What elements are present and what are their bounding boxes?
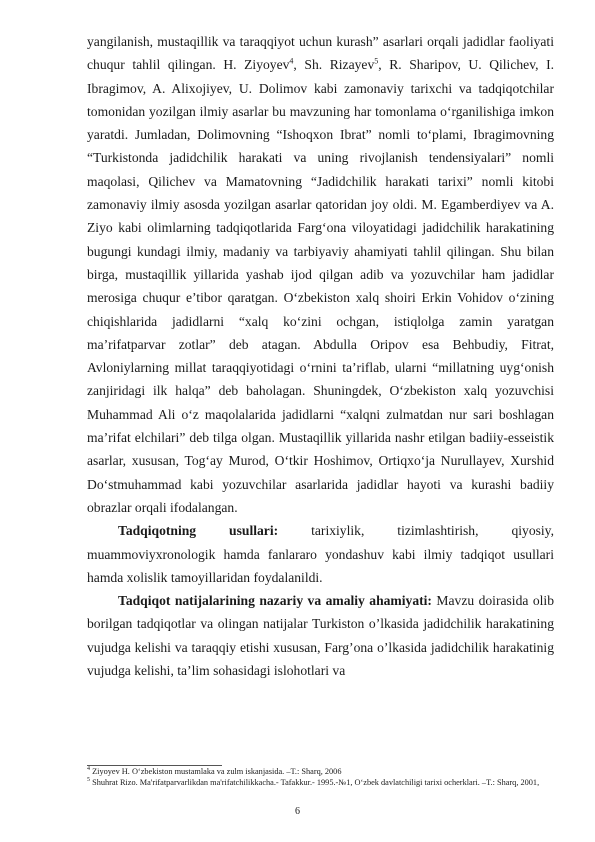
footnote-5: [87, 777, 554, 788]
footnote-number: 5: [87, 777, 90, 784]
paragraph-literature-review: [87, 30, 554, 519]
footnotes: [87, 765, 554, 788]
paragraph-text: yangilanish, mustaqillik va taraqqiyot uchun kurash” asarlari orqali jadidlar faoliyati chuqur tahlil qilingan. H. Ziyoyev: [87, 34, 554, 73]
footnote-ref-4[interactable]: 4: [289, 56, 294, 66]
methods-label: Tadqiqotning usullari:: [118, 523, 279, 539]
paragraph-text: , Sh. Rizayev: [293, 57, 375, 73]
footnote-text: Shuhrat Rizo. Ma'rifatparvarlikdan ma'rifatchilikkacha.- Tafakkur.- 1995.-№1, O‘zbek davlatchiligi tarixi ocherklari. –T.: Sharq, 2001,: [90, 778, 540, 787]
footnote-number: 4: [87, 766, 90, 773]
page-number: 6: [295, 806, 300, 817]
significance-text: Mavzu doirasida olib borilgan tadqiqotlar va olingan natijalar Turkiston o’lkasida jadidchilik harakatining vujudga kelishi va taraqqiy etishi xususan, Farg’ona o’lkasida jadidchilik harakatinig vujudga kelishi, ta’lim sohasidagi islohotlari va: [87, 593, 554, 679]
footnote-4: [87, 766, 554, 777]
significance-label: Tadqiqot natijalarining nazariy va amaliy ahamiyati:: [118, 593, 432, 609]
methods-text: tarixiylik, tizimlashtirish, qiyosiy, muammoviyxronologik hamda fanlararo yondashuv kabi ilmiy tadqiqot usullari hamda xolislik tamoyillaridan foydalanildi.: [87, 523, 554, 585]
paragraph-text: , R. Sharipov, U. Qilichev, I. Ibragimov, A. Alixojiyev, U. Dolimov kabi zamonaviy tarixchi va tadqiqotchilar tomonidan yozilgan ilmiy asarlar bu mavzuning har tomonlama o‘rganilishiga imkon yaratdi. Jumladan, Dolimovning “Ishoqxon Ibrat” nomli to‘plami, Ibragimovning “Turkistonda jadidchilik harakati va uning rivojlanish tendensiyalari” nomli maqolasi, Qilichev va Mamatovning “Jadidchilik harakati tarixi” nomli kitobi zamonaviy ilmiy asosda yozilgan asarlar qatoridan joy oldi. M. Egamberdiyev va A. Ziyo kabi olimlarning tadqiqotlarida Farg‘ona viloyatidagi jadidchilik harakatining bugungi kundagi ilmiy, madaniy va tarbiyaviy ahamiyati tahlil qilingan. Shu bilan birga, mustaqillik yillarida yashab ijod qilgan adib va yozuvchilar ham jadidlar merosiga chuqur e’tibor qaratgan. O‘zbekiston xalq shoiri Erkin Vohidov o‘zining chiqishlarida jadidlarni “xalq ko‘zini ochgan, istiqlolga zamin yaratgan ma’rifatparvar zotlar” deb atagan. Abdulla Oripov esa Behbudiy, Fitrat, Avloniylarning millat taraqqiyotidagi o‘rnini ta’riflab, ularni “millatning uyg‘onish zanjiridagi ilk halqa” deb baholagan. Shuningdek, O‘zbekiston xalq yozuvchisi Muhammad Ali o‘z maqolalarida jadidlarni “xalqni zulmatdan nur sari boshlagan ma’rifat elchilari” deb tilga olgan. Mustaqillik yillarida nashr etilgan badiiy-esseistik asarlar, xususan, Tog‘ay Murod, O‘tkir Hoshimov, Ortiqxo‘ja Nurullayev, Xurshid Do‘stmuhammad kabi yozuvchilar asarlarida jadidlar hayoti va kurashi badiiy obrazlar orqali ifodalangan.: [87, 57, 555, 515]
paragraph-significance: [87, 589, 554, 682]
page-body: [87, 30, 554, 682]
footnote-ref-5[interactable]: 5: [374, 56, 379, 66]
footnote-text: Ziyoyev H. O‘zbekiston mustamlaka va zulm iskanjasida. –T.: Sharq, 2006: [90, 767, 342, 776]
paragraph-methods: [87, 519, 554, 589]
